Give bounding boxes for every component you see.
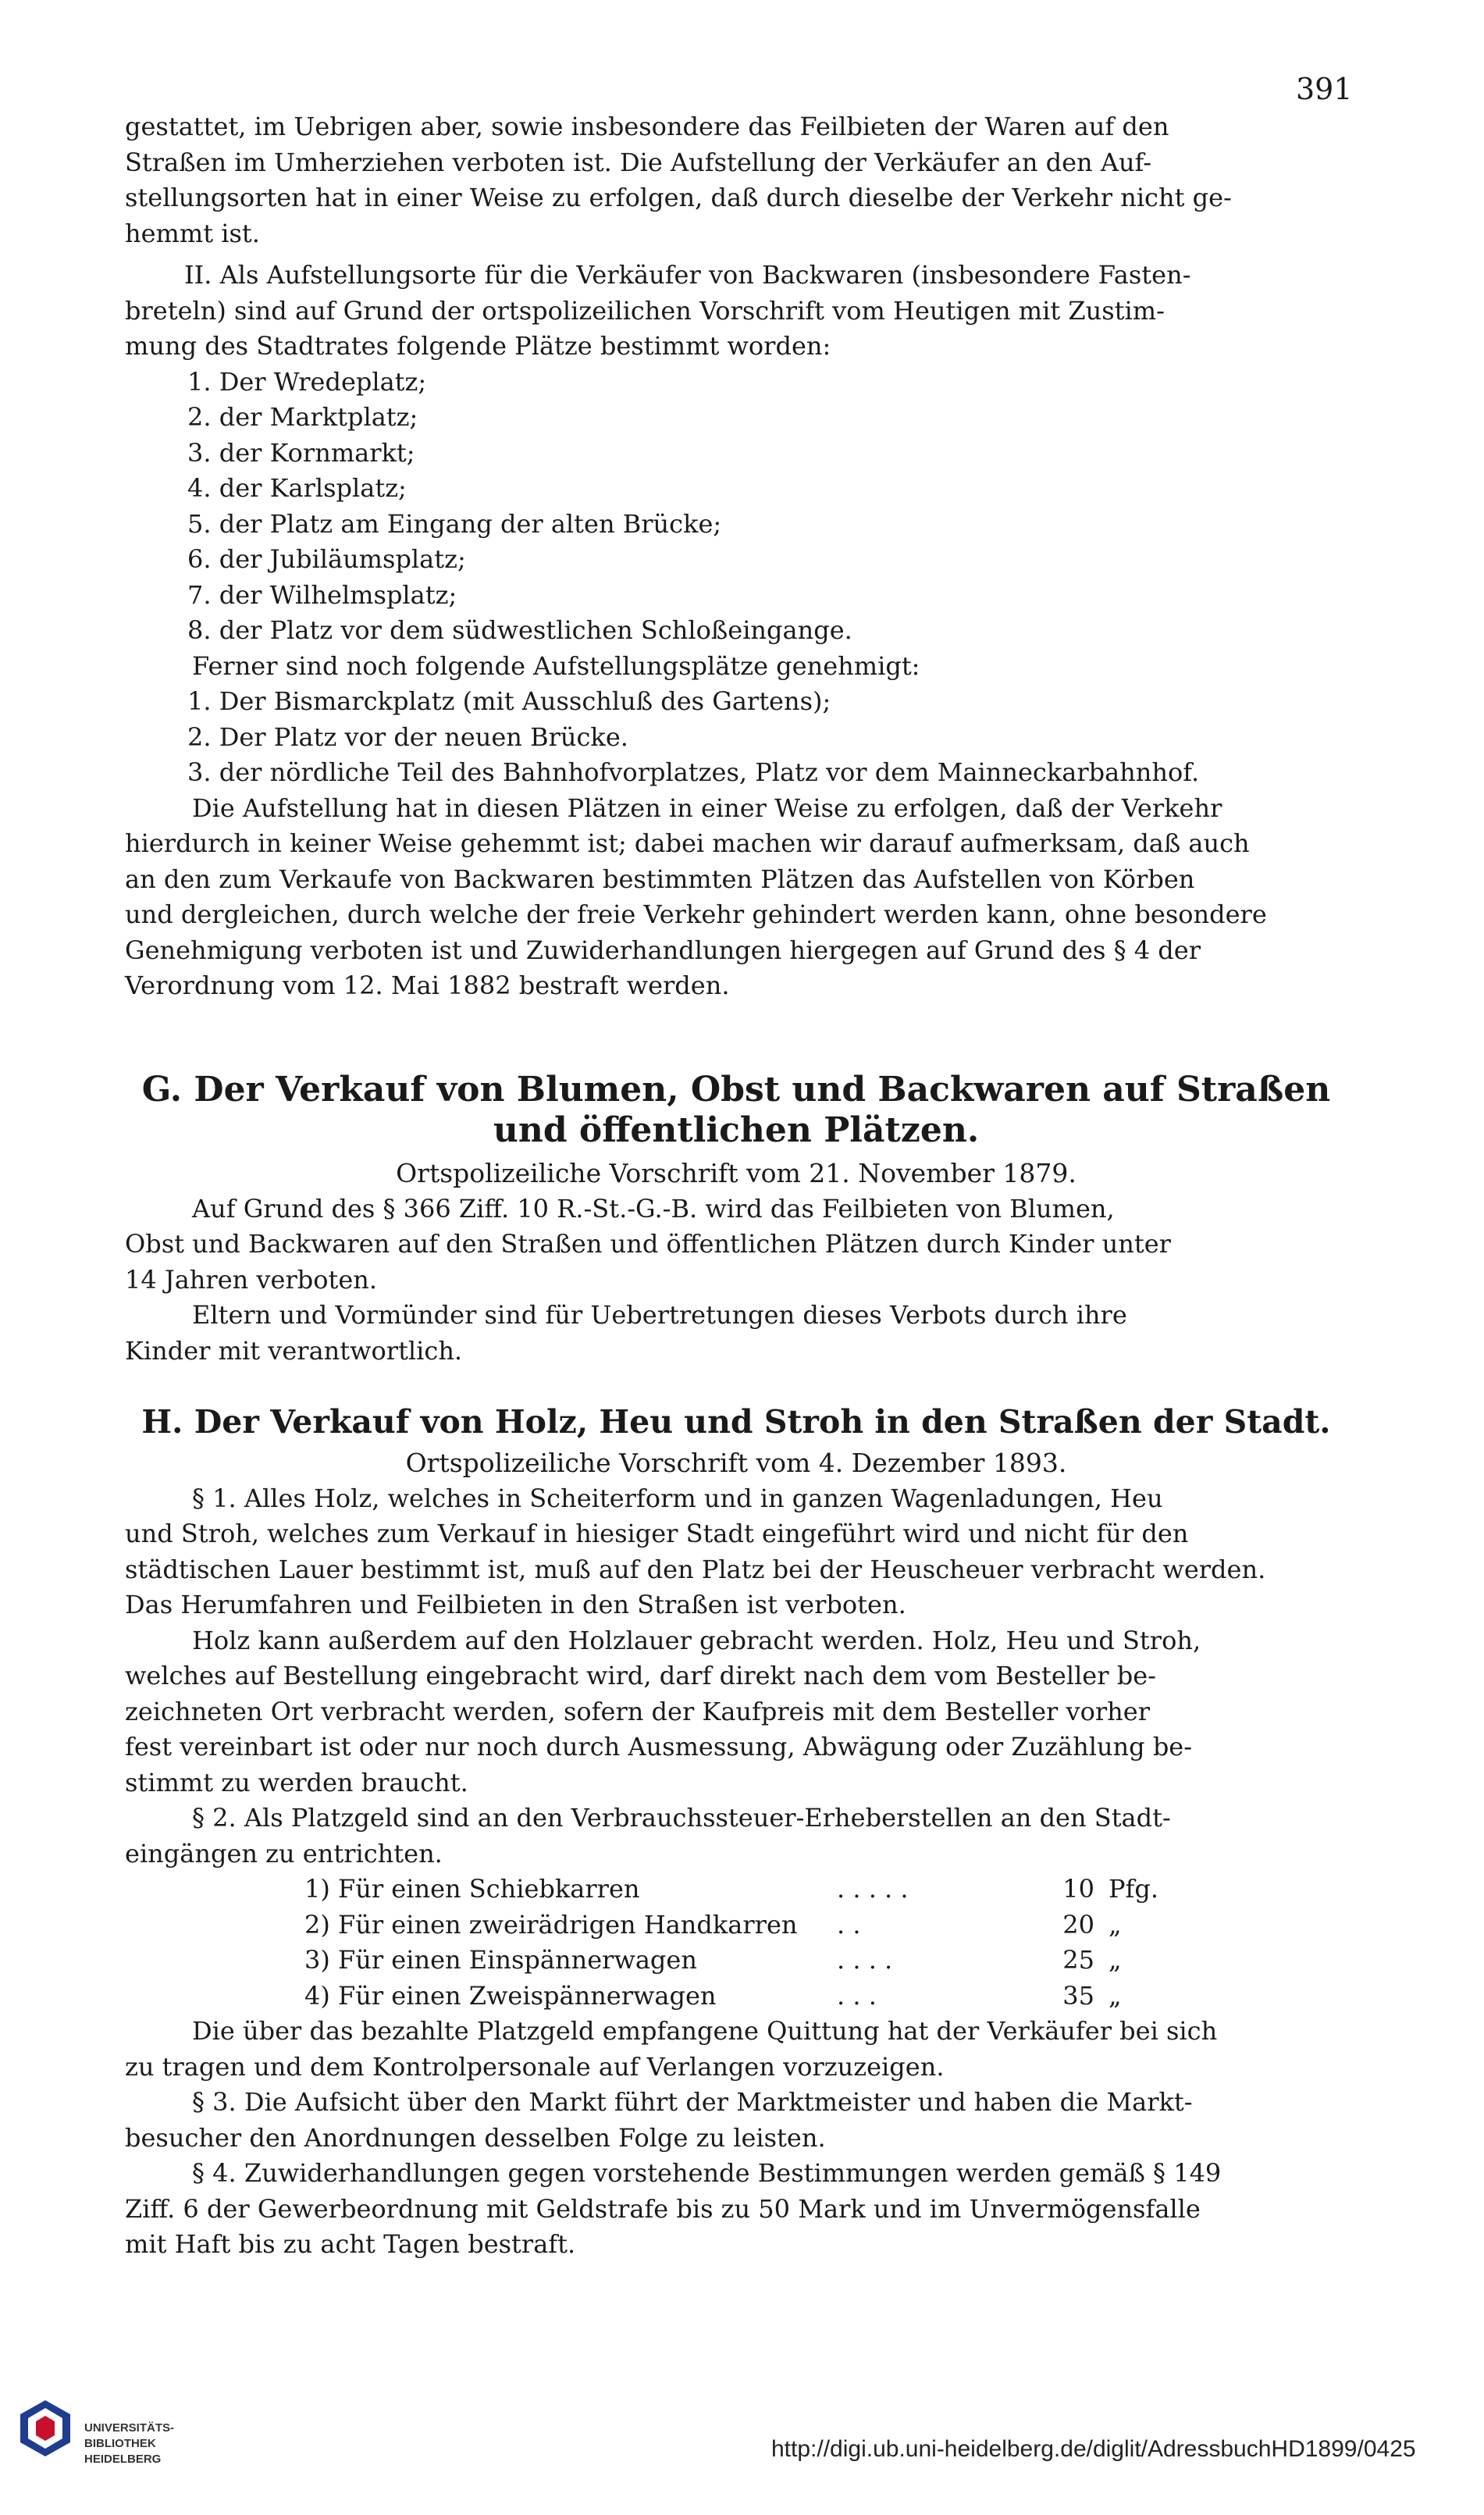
text-line: Obst und Backwaren auf den Straßen und öffentlichen Plätzen durch Kinder unter xyxy=(125,1229,1171,1259)
text-line: Kinder mit verantwortlich. xyxy=(125,1335,463,1366)
section-heading: und öffentlichen Plätzen. xyxy=(493,1110,980,1150)
fee-label: 3) Für einen Einspännerwagen xyxy=(304,1945,697,1975)
text-line: § 4. Zuwiderhandlungen gegen vorstehende Bestimmungen werden gemäß § 149 xyxy=(192,2158,1222,2188)
list-item: 2. Der Platz vor der neuen Brücke. xyxy=(187,721,628,752)
fee-dots: . . xyxy=(837,1909,861,1940)
text-line: Das Herumfahren und Feilbieten in den Straßen ist verboten. xyxy=(125,1590,906,1619)
list-item: 6. der Jubiläumsplatz; xyxy=(187,544,466,574)
text-line: gestattet, im Uebrigen aber, sowie insbesondere das Feilbieten der Waren auf den xyxy=(125,112,1169,141)
text-line: Ziff. 6 der Gewerbeordnung mit Geldstrafe bis zu 50 Mark und im Unvermögensfalle xyxy=(125,2193,1201,2224)
text-line: und Stroh, welches zum Verkauf in hiesiger Stadt eingeführt wird und nicht für den xyxy=(125,1519,1189,1548)
section-h xyxy=(125,1402,1347,2263)
text-line: welches auf Bestellung eingebracht wird, darf direkt nach dem vom Besteller be- xyxy=(125,1661,1156,1690)
fee-amount: 20 xyxy=(1062,1909,1094,1940)
section-subheading: Ortspolizeiliche Vorschrift vom 21. November 1879. xyxy=(396,1158,1077,1188)
library-name xyxy=(84,2421,174,2467)
text-line: an den zum Verkaufe von Backwaren bestimmten Plätzen das Aufstellen von Körben xyxy=(125,864,1195,894)
list-item: 1. Der Bismarckplatz (mit Ausschluß des Gartens); xyxy=(187,686,831,716)
text-line: zu tragen und dem Kontrolpersonale auf Verlangen vorzuzeigen. xyxy=(125,2051,945,2082)
text-line: Straßen im Umherziehen verboten ist. Die Aufstellung der Verkäufer an den Auf- xyxy=(125,147,1152,177)
text-line: II. Als Aufstellungsorte für die Verkäufer von Backwaren (insbesondere Fasten- xyxy=(184,260,1191,290)
section-g xyxy=(125,1070,1347,1369)
fee-row xyxy=(125,1872,1347,1908)
text-line: Die über das bezahlte Platzgeld empfangene Quittung hat der Verkäufer bei sich xyxy=(192,2016,1218,2046)
list-item: 7. der Wilhelmsplatz; xyxy=(187,579,457,610)
fee-row xyxy=(125,1979,1347,2014)
library-name-line: UNIVERSITÄTS- xyxy=(84,2421,175,2435)
text-line: Die Aufstellung hat in diesen Plätzen in einer Weise zu erfolgen, daß der Verkehr xyxy=(192,793,1222,823)
text-line: 14 Jahren verboten. xyxy=(125,1264,378,1295)
text-line: Genehmigung verboten ist und Zuwiderhandlungen hiergegen auf Grund des § 4 der xyxy=(125,935,1201,965)
section-ii xyxy=(125,258,1347,1004)
footer xyxy=(0,2381,1484,2515)
fee-dots: . . . . xyxy=(837,1945,893,1975)
text-line: hemmt ist. xyxy=(125,218,260,248)
text-line: § 2. Als Platzgeld sind an den Verbrauchssteuer-Erheberstellen an den Stadt- xyxy=(192,1803,1171,1833)
fee-row xyxy=(125,1908,1347,1943)
text-line: eingängen zu entrichten. xyxy=(125,1838,443,1868)
text-line: mung des Stadtrates folgende Plätze bestimmt worden: xyxy=(125,331,831,361)
section-subheading: Ortspolizeiliche Vorschrift vom 4. Dezember 1893. xyxy=(405,1448,1067,1478)
list-item: 3. der Kornmarkt; xyxy=(187,437,415,468)
list-item: 1. Der Wredeplatz; xyxy=(187,366,427,397)
library-name-line: BIBLIOTHEK xyxy=(84,2437,156,2450)
text-line: § 3. Die Aufsicht über den Markt führt der Marktmeister und haben die Markt- xyxy=(192,2087,1193,2117)
fee-amount: 10 xyxy=(1062,1874,1094,1904)
library-name-line: HEIDELBERG xyxy=(84,2453,162,2466)
list-item: 8. der Platz vor dem südwestlichen Schloßeingange. xyxy=(187,615,852,645)
fee-unit: „ xyxy=(1109,1980,1122,2011)
fee-row xyxy=(125,1943,1347,1979)
list-item: 2. der Marktplatz; xyxy=(187,402,418,432)
fee-unit: „ xyxy=(1109,1945,1122,1975)
text-line: zeichneten Ort verbracht werden, sofern der Kaufpreis mit dem Besteller vorher xyxy=(125,1696,1150,1726)
text-line: Holz kann außerdem auf den Holzlauer gebracht werden. Holz, Heu und Stroh, xyxy=(192,1625,1201,1655)
list-item: 3. der nördliche Teil des Bahnhofvorplatzes, Platz vor dem Mainneckarbahnhof. xyxy=(187,757,1200,787)
fee-dots: . . . . . xyxy=(837,1874,909,1904)
list-item: 4. der Karlsplatz; xyxy=(187,473,407,503)
fee-label: 4) Für einen Zweispännerwagen xyxy=(304,1980,717,2011)
source-url-link[interactable]: http://digi.ub.uni-heidelberg.de/diglit/AdressbuchHD1899/0425 xyxy=(771,2436,1416,2462)
fee-dots: . . . xyxy=(837,1980,877,2011)
text-line: fest vereinbart ist oder nur noch durch Ausmessung, Abwägung oder Zuzählung be- xyxy=(125,1732,1193,1762)
text-line: und dergleichen, durch welche der freie Verkehr gehindert werden kann, ohne besondere xyxy=(125,899,1267,929)
text-line: Verordnung vom 12. Mai 1882 bestraft werden. xyxy=(125,971,730,1000)
fee-label: 1) Für einen Schiebkarren xyxy=(304,1874,640,1904)
fee-label: 2) Für einen zweirädrigen Handkarren xyxy=(304,1909,798,1940)
fee-amount: 25 xyxy=(1062,1945,1094,1975)
page-number: 391 xyxy=(1296,72,1353,106)
text-line: Eltern und Vormünder sind für Uebertretungen dieses Verbots durch ihre xyxy=(192,1300,1127,1330)
section-heading: H. Der Verkauf von Holz, Heu und Stroh in den Straßen der Stadt. xyxy=(141,1403,1331,1441)
university-library-logo-icon xyxy=(14,2397,77,2463)
intro-paragraph xyxy=(125,109,1347,251)
text-line: stimmt zu werden braucht. xyxy=(125,1767,468,1797)
section-heading: G. Der Verkauf von Blumen, Obst und Backwaren auf Straßen xyxy=(141,1070,1331,1110)
fee-unit: „ xyxy=(1109,1909,1122,1940)
fee-unit: Pfg. xyxy=(1109,1874,1159,1904)
text-line: städtischen Lauer bestimmt ist, muß auf den Platz bei der Heuscheuer verbracht werden. xyxy=(125,1554,1266,1584)
text-line: Auf Grund des § 366 Ziff. 10 R.-St.-G.-B. wird das Feilbieten von Blumen, xyxy=(192,1193,1115,1224)
text-line: mit Haft bis zu acht Tagen bestraft. xyxy=(125,2229,576,2259)
list-item: 5. der Platz am Eingang der alten Brücke; xyxy=(187,508,722,539)
text-line: Ferner sind noch folgende Aufstellungsplätze genehmigt: xyxy=(192,650,920,681)
fee-amount: 35 xyxy=(1062,1980,1094,2011)
text-line: breteln) sind auf Grund der ortspolizeilichen Vorschrift vom Heutigen mit Zustim- xyxy=(125,295,1165,326)
text-line: stellungsorten hat in einer Weise zu erfolgen, daß durch dieselbe der Verkehr nicht ge- xyxy=(125,183,1232,212)
text-line: hierdurch in keiner Weise gehemmt ist; dabei machen wir darauf aufmerksam, daß auch xyxy=(125,828,1250,858)
text-line: besucher den Anordnungen desselben Folge zu leisten. xyxy=(125,2122,826,2153)
text-line: § 1. Alles Holz, welches in Scheiterform und in ganzen Wagenladungen, Heu xyxy=(192,1483,1163,1513)
